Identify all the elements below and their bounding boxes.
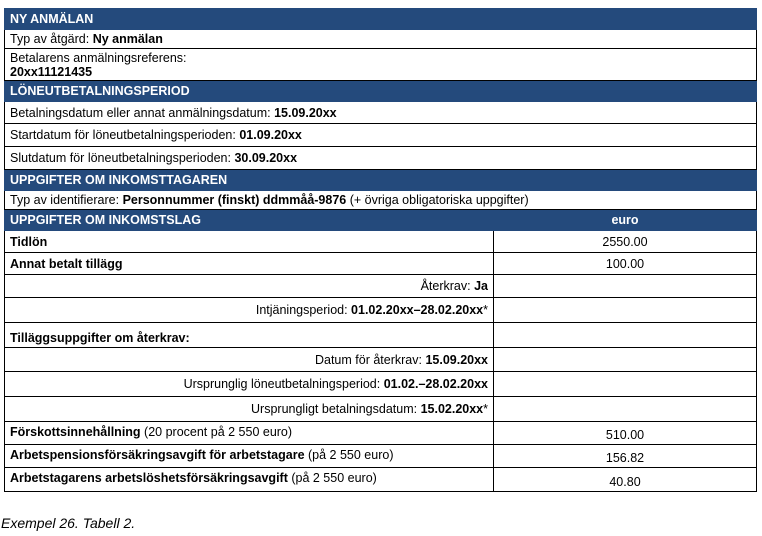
- row-tillaggsuppgifter: Tilläggsuppgifter om återkrav:: [5, 323, 757, 348]
- row-forskottsinnehallning: Förskottsinnehållning (20 procent på 2 550 euro) 510.00: [5, 422, 757, 445]
- section-header-recipient: UPPGIFTER OM INKOMSTTAGAREN: [5, 170, 757, 191]
- row-identifier: Typ av identifierare: Personnummer (finskt) ddmmåå-9876 (+ övriga obligatoriska uppgifter): [5, 191, 757, 210]
- reference-value: 20xx11121435: [10, 64, 93, 79]
- row-start-date: Startdatum för löneutbetalningsperioden: 01.09.20xx: [5, 124, 757, 147]
- section-header-ny-anmalan: NY ANMÄLAN: [5, 9, 757, 30]
- currency-header: euro: [494, 210, 757, 231]
- row-datum-aterkrav: Datum för återkrav: 15.09.20xx: [5, 348, 757, 372]
- row-arbetspension: Arbetspensionsförsäkringsavgift för arbetstagare (på 2 550 euro) 156.82: [5, 445, 757, 468]
- row-payer-reference: Betalarens anmälningsreferens: 20xx11121435: [5, 49, 757, 81]
- row-ursprunglig-period: Ursprunglig löneutbetalningsperiod: 01.02.–28.02.20xx: [5, 372, 757, 397]
- row-ursprungligt-datum: Ursprungligt betalningsdatum: 15.02.20xx*: [5, 397, 757, 422]
- row-annat-tillagg: Annat betalt tillägg 100.00: [5, 253, 757, 275]
- row-tidlon: Tidlön 2550.00: [5, 231, 757, 253]
- section-header-income: UPPGIFTER OM INKOMSTSLAG euro: [5, 210, 757, 231]
- row-action-type: Typ av åtgärd: Ny anmälan: [5, 30, 757, 49]
- row-arbetsloshet: Arbetstagarens arbetslöshetsförsäkringsavgift (på 2 550 euro) 40.80: [5, 468, 757, 492]
- action-value: Ny anmälan: [92, 32, 163, 46]
- row-aterkrav: Återkrav: Ja: [5, 275, 757, 298]
- table-caption: Exempel 26. Tabell 2.: [1, 515, 136, 531]
- row-end-date: Slutdatum för löneutbetalningsperioden: 30.09.20xx: [5, 147, 757, 170]
- row-intjaningsperiod: Intjäningsperiod: 01.02.20xx–28.02.20xx*: [5, 298, 757, 323]
- section-header-period: LÖNEUTBETALNINGSPERIOD: [5, 81, 757, 102]
- row-payment-date: Betalningsdatum eller annat anmälningsdatum: 15.09.20xx: [5, 102, 757, 124]
- income-report-table: [4, 8, 757, 492]
